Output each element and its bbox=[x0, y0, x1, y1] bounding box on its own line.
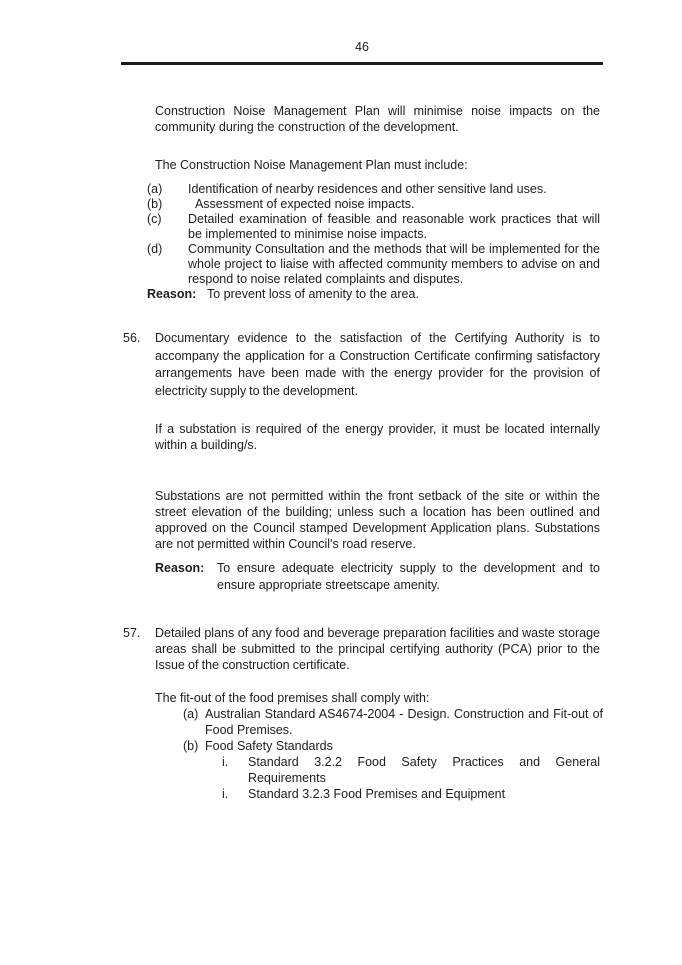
list-item-text: Australian Standard AS4674-2004 - Design. Construction and Fit-out of Food Premises. bbox=[205, 707, 603, 737]
condition-body bbox=[155, 330, 603, 594]
list-item-a bbox=[147, 182, 603, 197]
condition-56-paragraph-3: Substations are not permitted within the front setback of the site or within the street elevation of the building; unless such a location has been outlined and approved on the Council stamped Development Application plans. Substations are not permitted within Council's road reserve. bbox=[155, 489, 600, 551]
list-item-text: Standard 3.2.2 Food Safety Practices and General Requirements bbox=[248, 755, 600, 785]
condition-57 bbox=[121, 625, 603, 802]
noise-plan-include-intro: The Construction Noise Management Plan must include: bbox=[155, 158, 468, 172]
list-marker: (d) bbox=[147, 242, 163, 256]
list-item-text: Standard 3.2.3 Food Premises and Equipment bbox=[248, 787, 506, 801]
list-marker: (c) bbox=[147, 212, 162, 226]
list-item-text: Community Consultation and the methods that will be implemented for the whole project to liaise with affected community members to advise on and respond to noise related complaints and disputes. bbox=[188, 242, 600, 286]
noise-plan-paragraph: Construction Noise Management Plan will minimise noise impacts on the community during the construction of the development. bbox=[155, 104, 600, 134]
header-rule bbox=[121, 62, 603, 65]
list-item-b bbox=[147, 197, 603, 212]
list-item-b bbox=[183, 738, 603, 754]
food-standards-list bbox=[155, 754, 603, 802]
condition-number: 56. bbox=[123, 331, 141, 345]
list-marker: (b) bbox=[147, 197, 163, 211]
page-number: 46 bbox=[355, 40, 369, 54]
condition-56 bbox=[121, 330, 603, 594]
page-content bbox=[121, 40, 603, 802]
condition-57-paragraph-1: Detailed plans of any food and beverage preparation facilities and waste storage areas shall be submitted to the principal certifying authority (PCA) prior to the Issue of the construction certificate. bbox=[155, 626, 600, 672]
condition-number: 57. bbox=[123, 626, 141, 640]
list-item-text: Assessment of expected noise impacts. bbox=[188, 197, 415, 211]
condition-56-reason bbox=[155, 560, 603, 594]
sub-list-item bbox=[222, 786, 603, 802]
reason-label: Reason: bbox=[147, 287, 197, 301]
condition-body bbox=[155, 625, 603, 802]
list-item-a bbox=[183, 706, 603, 738]
list-item-c bbox=[147, 212, 603, 242]
list-marker: (b) bbox=[183, 739, 199, 753]
reason-label: Reason: bbox=[155, 561, 205, 575]
fitout-list bbox=[155, 706, 603, 754]
list-item-text: Food Safety Standards bbox=[205, 739, 333, 753]
list-item-text: Detailed examination of feasible and reasonable work practices that will be implemented to minimise noise impacts. bbox=[188, 212, 600, 241]
noise-reason bbox=[147, 287, 603, 302]
condition-56-paragraph-2: If a substation is required of the energy provider, it must be located internally within a building/s. bbox=[155, 422, 600, 452]
noise-plan-list bbox=[121, 182, 603, 302]
condition-56-paragraph-1: Documentary evidence to the satisfaction of the Certifying Authority is to accompany the application for a Construction Certificate confirming satisfactory arrangements have been made with the energy provider for the provision of electricity supply to the development. bbox=[155, 331, 600, 398]
list-marker: i. bbox=[222, 787, 229, 801]
reason-text: To prevent loss of amenity to the area. bbox=[207, 287, 419, 301]
sub-list-item bbox=[222, 754, 603, 786]
list-marker: (a) bbox=[147, 182, 163, 196]
list-item-text: Identification of nearby residences and other sensitive land uses. bbox=[188, 182, 547, 196]
reason-text: To ensure adequate electricity supply to the development and to ensure appropriate streetscape amenity. bbox=[217, 561, 600, 592]
list-marker: (a) bbox=[183, 707, 199, 721]
list-item-d bbox=[147, 242, 603, 287]
list-marker: i. bbox=[222, 755, 229, 769]
condition-57-fitout-intro: The fit-out of the food premises shall comply with: bbox=[155, 691, 430, 705]
